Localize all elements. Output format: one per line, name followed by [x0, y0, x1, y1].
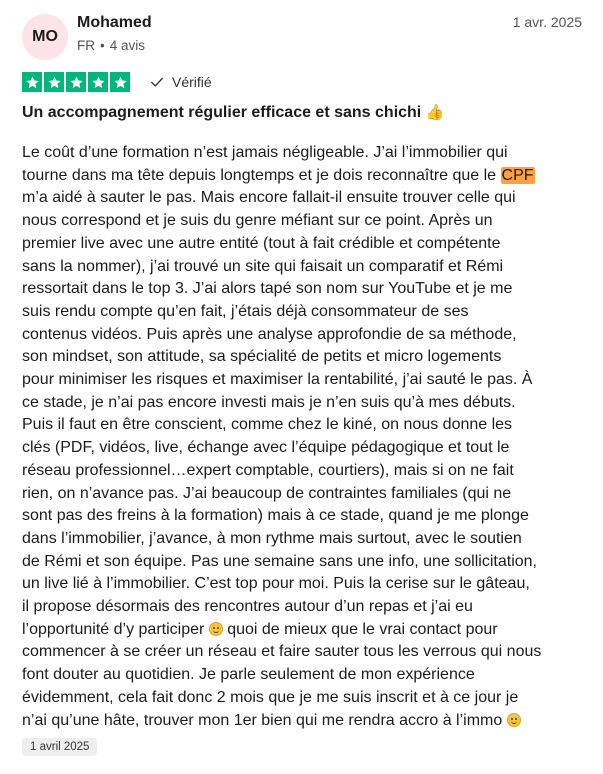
review-body-line: [22, 483, 584, 506]
review-title: [22, 103, 582, 122]
review-title-text: Un accompagnement régulier efficace et sans chichi: [22, 104, 422, 121]
review-body-line: [22, 165, 584, 188]
review-body-line: [22, 460, 584, 483]
review-body-text: contenus vidéos. Puis après une analyse approfondie de sa méthode,: [22, 325, 517, 343]
review-body-line: [22, 664, 584, 687]
review-body-text: réseau professionnel…expert comptable, courtiers), mais si on ne fait: [22, 461, 514, 479]
star-icon: [110, 72, 130, 92]
review-body-text: dans l’immobilier, j’avance, à mon rythme mais surtout, avec le soutien: [22, 529, 522, 547]
checkmark-icon: [150, 75, 164, 89]
rating-row: [22, 72, 212, 92]
review-body-text: de Rémi et son équipe. Pas une semaine sans une info, une sollicitation,: [22, 552, 537, 570]
review-body-line: [22, 233, 584, 256]
star-icon: [22, 72, 42, 92]
highlighted-term: CPF: [501, 166, 534, 184]
review-body-text: nous correspond et je suis du genre méfiant sur ce point. Après un: [22, 212, 493, 230]
review-body-text: premier live avec une autre entité (tout à fait crédible et compétente: [22, 234, 501, 252]
review-body-text: quoi de mieux que le vrai contact pour: [222, 620, 498, 638]
review-header: [22, 12, 582, 60]
review-body-line: [22, 619, 584, 642]
thumbs-up-icon: 👍: [425, 104, 445, 121]
review-body-text: commencer à se créer un réseau et faire sauter tous les verrous qui nous: [22, 643, 542, 661]
experience-date-badge: 1 avril 2025: [22, 738, 97, 756]
review-body-line: [22, 641, 584, 664]
review-body-line: [22, 505, 584, 528]
review-body: [22, 142, 584, 732]
review-body-text: ressortait dans le top 3. J’ai alors tapé son nom sur YouTube et je me: [22, 280, 513, 298]
review-body-line: [22, 573, 584, 596]
review-body-line: [22, 551, 584, 574]
review-body-line: [22, 301, 584, 324]
review-body-text: Puis il faut en être conscient, comme chez le kiné, on nous donne les: [22, 416, 513, 434]
review-body-line: [22, 392, 584, 415]
review-body-text: clés (PDF, vidéos, live, échange avec l’équipe pédagogique et tout le: [22, 439, 510, 457]
review-body-text: suis rendu compte qu’en fait, j’étais déjà consommateur de ses: [22, 302, 469, 320]
smiley-icon: [507, 713, 521, 727]
review-body-text: il propose désormais des rencontres autour d’un repas et j’ai eu: [22, 598, 473, 616]
review-body-line: [22, 346, 584, 369]
review-body-text: pour minimiser les risques et maximiser la rentabilité, j’ai sauté le pas. À: [22, 371, 533, 389]
author-country: FR: [77, 38, 95, 53]
review-body-line: [22, 437, 584, 460]
review-body-text: un live lié à l’immobilier. C’est top pour moi. Puis la cerise sur le gâteau,: [22, 575, 530, 593]
review-body-text: ce stade, je n’ai pas encore investi mais je n’en suis qu’à mes débuts.: [22, 393, 516, 411]
star-icon: [44, 72, 64, 92]
star-icon: [66, 72, 86, 92]
author-review-count: 4 avis: [109, 38, 146, 53]
review-body-text: m’a aidé à sauter le pas. Mais encore fallait-il ensuite trouver celle qui: [22, 189, 516, 207]
meta-separator: •: [100, 38, 105, 53]
review-body-line: [22, 596, 584, 619]
review-body-text: tourne dans ma tête depuis longtemps et je dois reconnaître que le: [22, 166, 501, 184]
review-body-line: [22, 369, 584, 392]
review-body-line: [22, 528, 584, 551]
review-body-text: son mindset, son attitude, sa spécialité de petits et micro logements: [22, 348, 502, 366]
author-meta: [77, 38, 145, 53]
review-body-text: l’opportunité d’y participer: [22, 620, 209, 638]
review-body-line: [22, 414, 584, 437]
review-body-line: [22, 187, 584, 210]
review-body-line: [22, 256, 584, 279]
review-body-line: [22, 278, 584, 301]
review-body-line: [22, 710, 584, 733]
review-body-line: [22, 142, 584, 165]
review-body-text: Le coût d’une formation n’est jamais négligeable. J’ai l’immobilier qui: [22, 144, 508, 161]
review-body-text: évidemment, cela fait donc 2 mois que je me suis inscrit et à ce jour je: [22, 688, 519, 706]
review-body-text: font douter au quotidien. Je parle seulement de mon expérience: [22, 666, 475, 684]
author-name[interactable]: Mohamed: [77, 14, 152, 31]
review-body-text: rien, on n’avance pas. J’ai beaucoup de contraintes familiales (qui ne: [22, 484, 512, 502]
review-body-text: sont pas des freins à la formation) mais à ce stade, quand je me plonge: [22, 507, 529, 525]
review-body-line: [22, 687, 584, 710]
smiley-icon: [209, 622, 223, 636]
star-rating: [22, 72, 130, 92]
review-date: 1 avr. 2025: [512, 14, 582, 30]
review-body-line: [22, 210, 584, 233]
verified-badge[interactable]: [150, 74, 212, 90]
review-body-text: sans la nommer), j’ai trouvé un site qui faisait un comparatif et Rémi: [22, 257, 504, 275]
review-body-line: [22, 324, 584, 347]
verified-label: Vérifié: [172, 74, 212, 90]
review-body-text: n’ai qu’une hâte, trouver mon 1er bien qui me rendra accro à l’immo: [22, 711, 507, 729]
avatar[interactable]: MO: [22, 14, 68, 60]
star-icon: [88, 72, 108, 92]
